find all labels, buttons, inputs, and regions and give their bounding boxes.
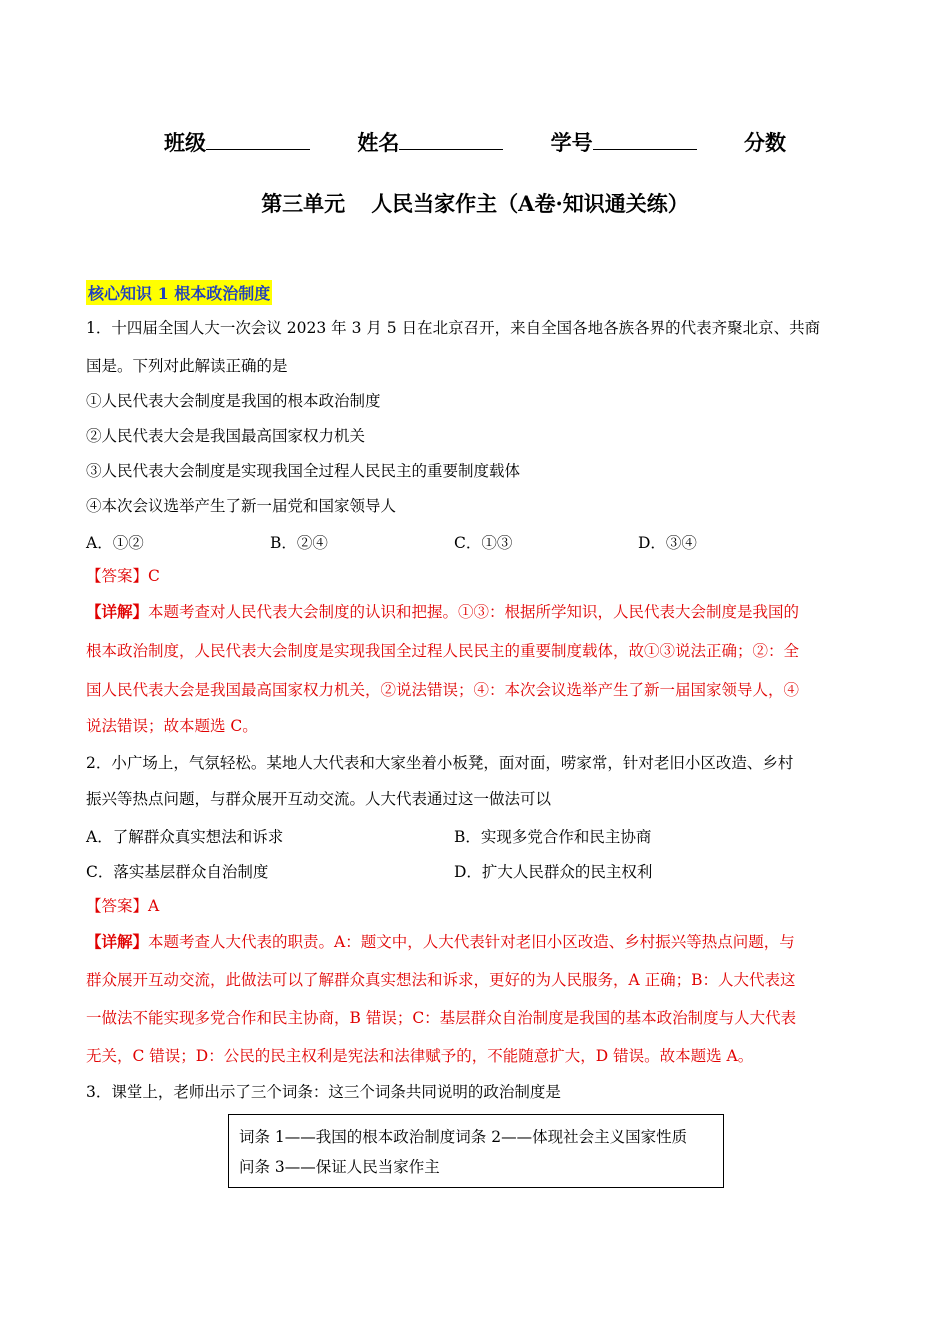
- q1-option-b[interactable]: B．②④: [270, 534, 328, 552]
- q1-explain-text1: 本题考查对人民代表大会制度的认识和把握。①③：根据所学知识，人民代表大会制度是我国的: [148, 603, 800, 621]
- name-blank[interactable]: [399, 133, 503, 150]
- q1-explain-label: 【详解】: [86, 602, 149, 621]
- q2-stem-line1: 2．小广场上，气氛轻松。某地人大代表和大家坐着小板凳，面对面，唠家常，针对老旧小区改造、乡村: [86, 754, 794, 772]
- unit-label: 第三单元: [261, 191, 346, 216]
- q1-explanation-line1: [86, 602, 799, 622]
- q1-stem-line2: 国是。下列对此解读正确的是: [86, 357, 288, 375]
- q2-option-a[interactable]: A．了解群众真实想法和诉求: [86, 828, 284, 846]
- class-blank[interactable]: [206, 133, 310, 150]
- q1-statement-3: ③人民代表大会制度是实现我国全过程人民民主的重要制度载体: [86, 462, 521, 480]
- q1-statement-4: ④本次会议选举产生了新一届党和国家领导人: [86, 497, 397, 515]
- q1-option-c[interactable]: C．①③: [454, 534, 513, 552]
- q1-statement-1: ①人民代表大会制度是我国的根本政治制度: [86, 392, 381, 410]
- q1-answer: 【答案】C: [86, 567, 160, 585]
- name-field[interactable]: [357, 127, 503, 157]
- id-field[interactable]: [551, 127, 697, 157]
- name-label: 姓名: [357, 130, 400, 155]
- score-label: 分数: [743, 130, 786, 155]
- class-label: 班级: [164, 130, 207, 155]
- title-main: 人民当家作主（A卷·知识通关练）: [371, 191, 689, 216]
- q3-box-line2: 问条 3——保证人民当家作主: [239, 1158, 440, 1176]
- q2-explain-text1: 本题考查人大代表的职责。A：题文中，人大代表针对老旧小区改造、乡村振兴等热点问题，与: [148, 933, 795, 951]
- class-field[interactable]: [164, 127, 310, 157]
- q2-option-c[interactable]: C．落实基层群众自治制度: [86, 863, 269, 881]
- info-header: [0, 127, 950, 157]
- q2-explanation-line1: [86, 932, 795, 952]
- q3-stem-line1: 3．课堂上，老师出示了三个词条：这三个词条共同说明的政治制度是: [86, 1083, 561, 1101]
- q1-explanation-line2: 根本政治制度，人民代表大会制度是实现我国全过程人民民主的重要制度载体，故①③说法正确；②：全: [86, 642, 800, 660]
- id-blank[interactable]: [593, 133, 697, 150]
- q1-explanation-line4: 说法错误；故本题选 C。: [86, 717, 258, 735]
- q2-stem-line2: 振兴等热点问题，与群众展开互动交流。人大代表通过这一做法可以: [86, 790, 552, 808]
- q1-statement-2: ②人民代表大会是我国最高国家权力机关: [86, 427, 366, 445]
- q2-answer: 【答案】A: [86, 897, 160, 915]
- q1-explanation-line3: 国人民代表大会是我国最高国家权力机关，②说法错误；④：本次会议选举产生了新一届国家领导人，④: [86, 681, 800, 699]
- q2-option-d[interactable]: D．扩大人民群众的民主权利: [454, 863, 653, 881]
- section-heading: 核心知识 1 根本政治制度: [86, 280, 272, 305]
- score-field: [744, 127, 786, 157]
- page-title: [0, 188, 950, 218]
- q3-box-line1: 词条 1——我国的根本政治制度词条 2——体现社会主义国家性质: [239, 1128, 688, 1146]
- q1-stem-line1: 1．十四届全国人大一次会议 2023 年 3 月 5 日在北京召开，来自全国各地各族各界的代表齐聚北京、共商: [86, 319, 821, 337]
- q2-explanation-line4: 无关，C 错误；D：公民的民主权利是宪法和法律赋予的，不能随意扩大，D 错误。故本题选 A。: [86, 1047, 754, 1065]
- q1-option-a[interactable]: A．①②: [86, 534, 144, 552]
- q1-option-d[interactable]: D．③④: [638, 534, 697, 552]
- q2-explain-label: 【详解】: [86, 932, 149, 951]
- id-label: 学号: [550, 130, 593, 155]
- q2-option-b[interactable]: B．实现多党合作和民主协商: [454, 828, 652, 846]
- q3-term-box: [228, 1114, 724, 1188]
- q2-explanation-line3: 一做法不能实现多党合作和民主协商，B 错误；C：基层群众自治制度是我国的基本政治制度与人大代表: [86, 1009, 797, 1027]
- q2-explanation-line2: 群众展开互动交流，此做法可以了解群众真实想法和诉求，更好的为人民服务，A 正确；B：人大代表这: [86, 971, 796, 989]
